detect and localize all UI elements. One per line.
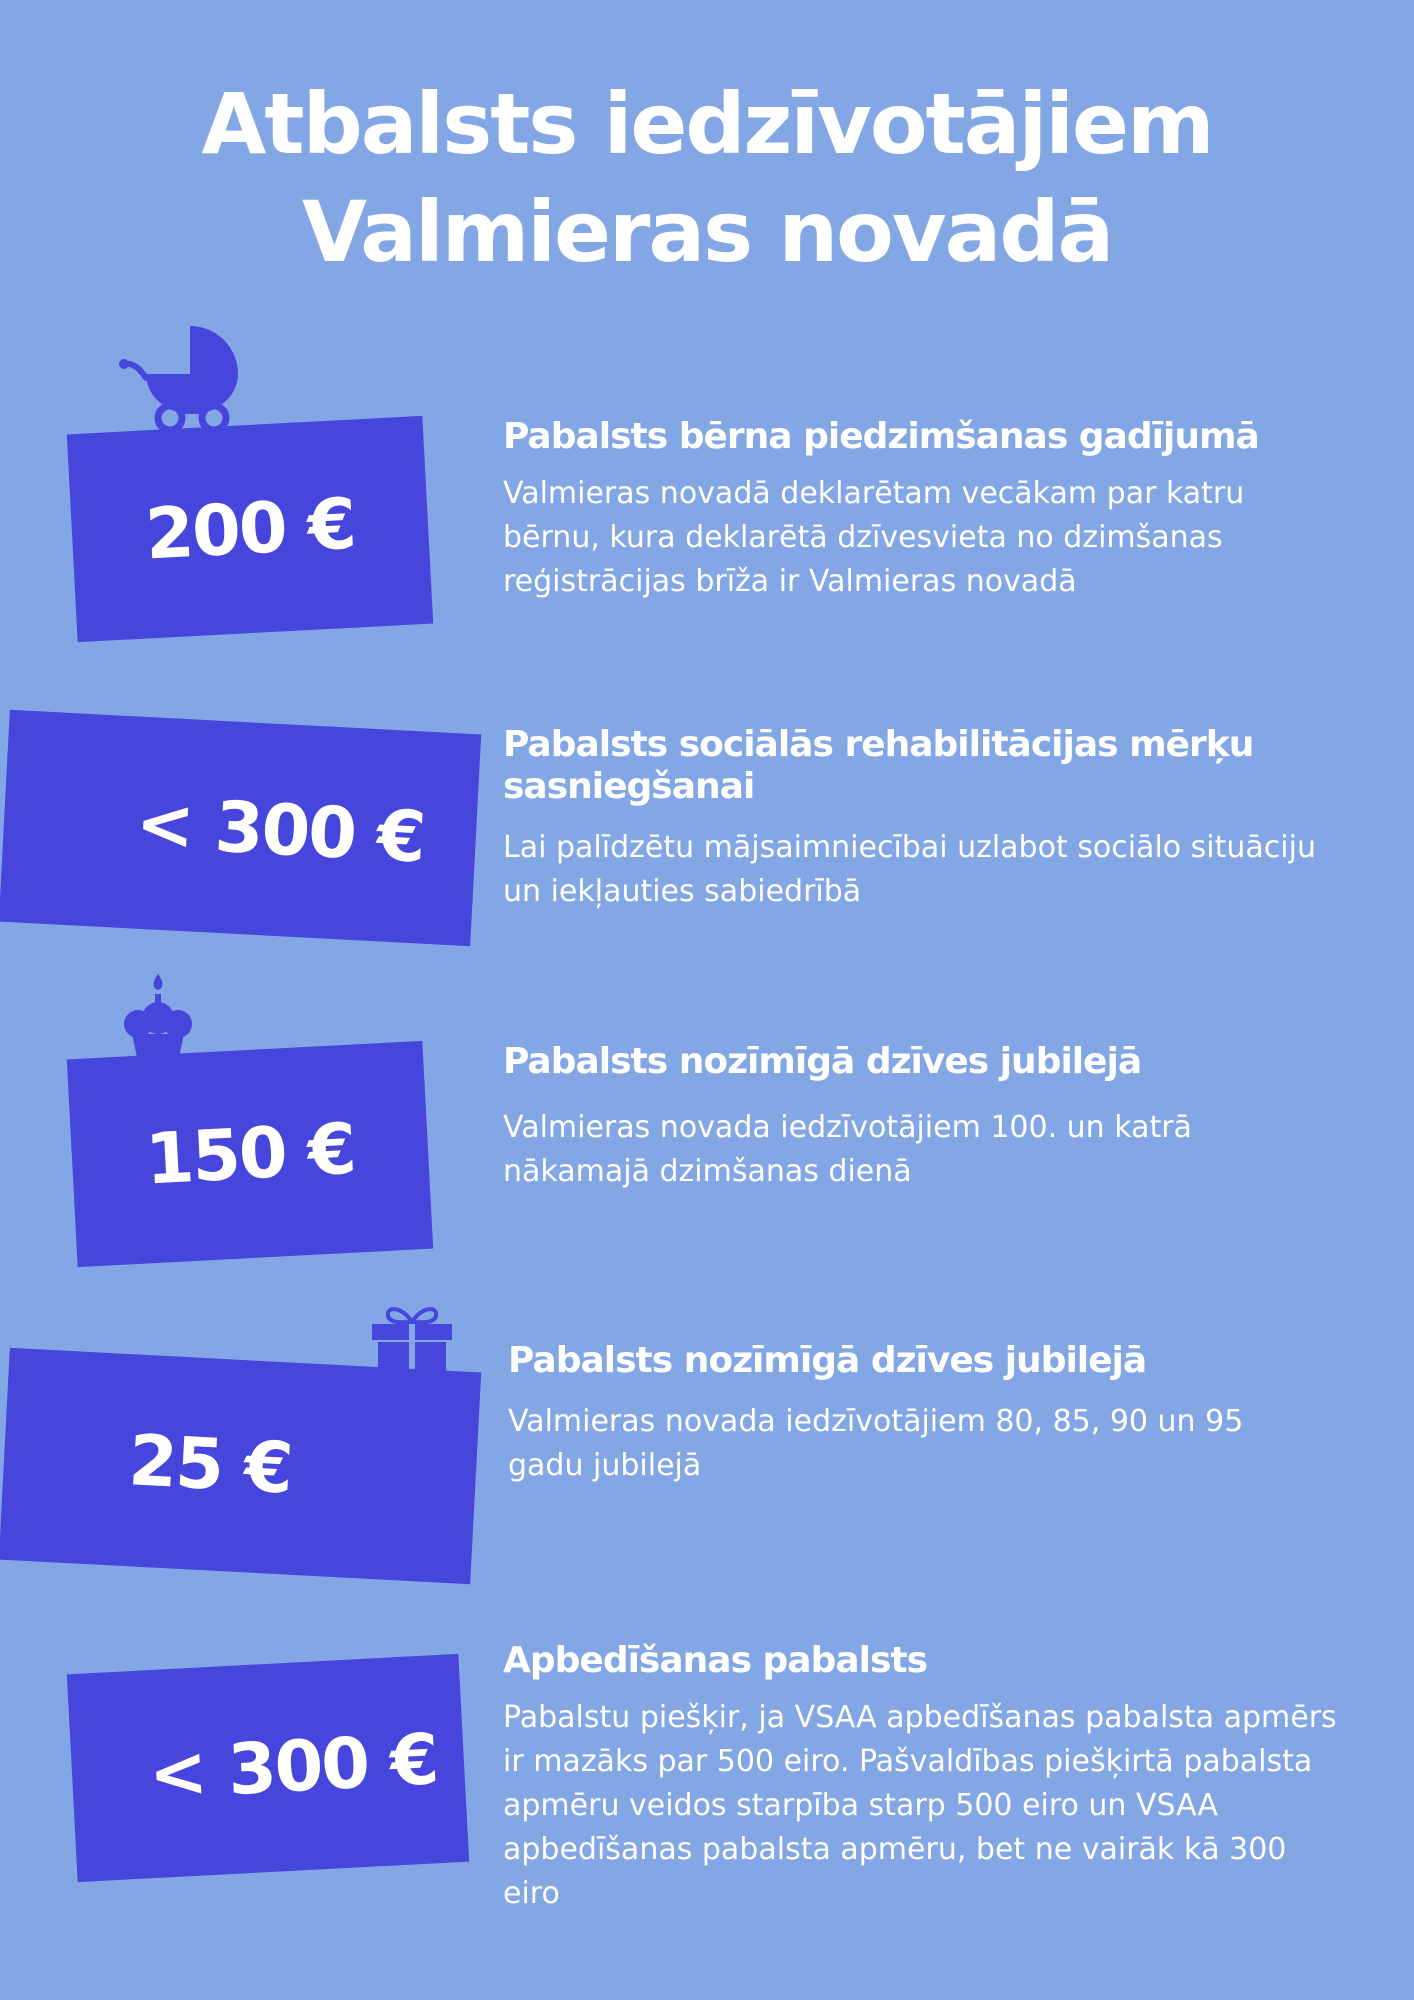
benefit-amount: < 300 €: [146, 1718, 440, 1816]
benefit-card-funeral: [67, 1654, 469, 1882]
benefit-amount: < 300 €: [133, 781, 427, 879]
benefit-card-rehabilitation: [0, 710, 481, 946]
benefit-amount: 25 €: [126, 1419, 294, 1510]
benefit-description: Valmieras novada iedzīvotājiem 100. un katrā nākamajā dzimšanas dienā: [503, 1110, 1192, 1189]
benefit-title: Pabalsts sociālās rehabilitācijas mērķu sasniegšanai: [503, 724, 1254, 807]
benefit-card-anniversary-100: [67, 1041, 433, 1267]
benefit-amount: 150 €: [143, 1107, 357, 1201]
benefit-description: Lai palīdzētu mājsaimniecībai uzlabot sociālo situāciju un iekļauties sabiedrībā: [503, 830, 1316, 909]
benefit-title: Pabalsts nozīmīgā dzīves jubilejā: [503, 1041, 1142, 1082]
benefit-description: Valmieras novadā deklarētam vecākam par katru bērnu, kura deklarētā dzīvesvieta no dzimšanas reģistrācijas brīža ir Valmieras novadā: [503, 476, 1245, 599]
benefit-card-anniversary-80: [0, 1348, 481, 1584]
page-title: [0, 70, 1414, 286]
page-title-line-1: Atbalsts iedzīvotājiem: [201, 75, 1213, 173]
benefit-amount: 200 €: [143, 482, 357, 576]
benefit-description: Valmieras novada iedzīvotājiem 80, 85, 90 un 95 gadu jubilejā: [508, 1404, 1244, 1483]
benefit-title: Pabalsts nozīmīgā dzīves jubilejā: [508, 1340, 1147, 1381]
benefit-title: Apbedīšanas pabalsts: [503, 1640, 928, 1681]
baby-stroller-icon: [118, 322, 248, 432]
cupcake-icon: [122, 972, 194, 1062]
benefit-title: Pabalsts bērna piedzimšanas gadījumā: [503, 416, 1259, 457]
gift-box-icon: [372, 1302, 452, 1376]
page-title-line-2: Valmieras novadā: [301, 183, 1113, 281]
benefit-card-birth: [67, 416, 433, 642]
benefit-description: Pabalstu piešķir, ja VSAA apbedīšanas pabalsta apmērs ir mazāks par 500 eiro. Pašvaldības piešķirtā pabalsta apmēru veidos starpība starp 500 eiro un VSAA apbedīšanas pabalsta apmēru, bet ne vairāk kā 300 eiro: [503, 1700, 1337, 1911]
